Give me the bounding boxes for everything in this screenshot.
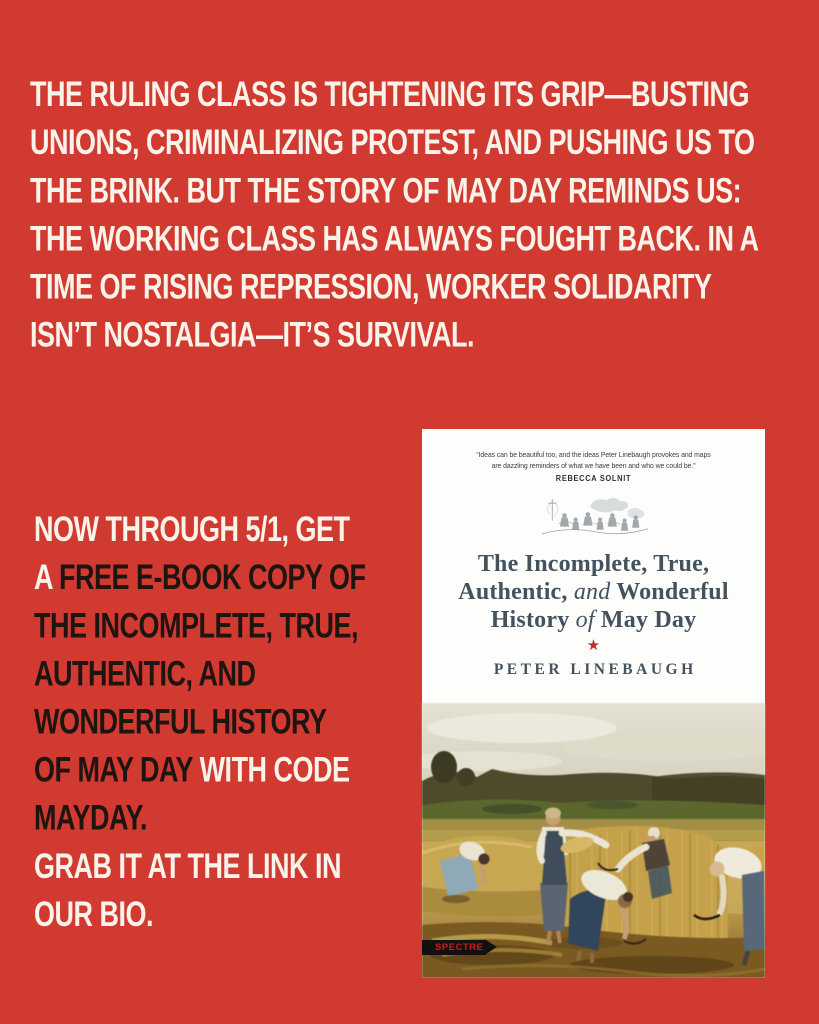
headline-line-4: THE WORKING CLASS HAS ALWAYS FOUGHT BACK. IN A <box>30 219 759 259</box>
book-title-line-3 <box>422 606 765 634</box>
promo-segment: WITH CODE <box>199 750 350 790</box>
title-word: May Day <box>600 607 697 633</box>
quote-line: are dazzling reminders of what we have been and who we could be.” <box>491 461 696 470</box>
quote-line: “Ideas can be beautiful too, and the ideas Peter Linebaugh provokes and maps <box>476 450 711 459</box>
title-word: Authentic, <box>458 579 568 605</box>
headline-line-3: THE BRINK. BUT THE STORY OF MAY DAY REMINDS US: <box>30 171 742 211</box>
spectre-label: SPECTRE <box>422 940 486 955</box>
promo-segment: WONDERFUL HISTORY <box>34 702 327 742</box>
quote-attribution: REBECCA SOLNIT <box>555 474 632 483</box>
promo-line <box>34 795 366 843</box>
headline-line-5: TIME OF RISING REPRESSION, WORKER SOLIDARITY <box>30 267 712 307</box>
book-cover <box>422 429 765 978</box>
promo-segment: OUR BIO. <box>34 894 154 934</box>
promo-line <box>34 650 366 698</box>
title-word-italic: of <box>575 607 595 633</box>
book-title-line-2 <box>422 578 765 606</box>
headline-line-1: THE RULING CLASS IS TIGHTENING ITS GRIP—BUSTING <box>30 74 750 114</box>
promo-line <box>34 891 366 939</box>
title-word: History <box>490 607 570 633</box>
harvest-painting-image <box>422 703 765 978</box>
promo-line <box>34 506 366 554</box>
book-title <box>422 550 765 634</box>
title-word: Wonderful <box>616 579 729 605</box>
promo-line <box>34 554 366 602</box>
headline-line-2: UNIONS, CRIMINALIZING PROTEST, AND PUSHING US TO <box>30 123 755 162</box>
promo-segment: GRAB IT AT THE LINK IN <box>34 846 341 886</box>
promo-segment: OF MAY DAY <box>34 750 200 790</box>
promo-segment: MAYDAY. <box>34 798 148 838</box>
promo-segment: A <box>34 558 59 597</box>
author-name: PETER LINEBAUGH <box>493 661 697 678</box>
promo-segment: AUTHENTIC, AND <box>34 654 256 694</box>
spectre-arrow-icon <box>486 940 497 954</box>
title-word-italic: and <box>573 579 611 605</box>
promo-segment: FREE E-BOOK COPY OF <box>59 558 366 597</box>
promo-text <box>34 506 366 939</box>
book-title-line-1: The Incomplete, True, <box>477 551 710 577</box>
headline-line-6: ISN’T NOSTALGIA—IT’S SURVIVAL. <box>30 315 475 355</box>
promo-line <box>34 747 366 795</box>
headline-text <box>30 71 759 360</box>
promo-segment: NOW THROUGH 5/1, GET <box>34 509 350 549</box>
maypole-engraving-illustration <box>538 493 650 540</box>
star-icon: ★ <box>586 637 601 654</box>
promo-line <box>34 602 366 650</box>
promo-line <box>34 843 366 891</box>
cover-review-quote <box>436 429 752 483</box>
promo-segment: THE INCOMPLETE, TRUE, <box>34 606 359 646</box>
spectre-imprint-logo <box>422 940 497 955</box>
promo-line <box>34 698 366 746</box>
